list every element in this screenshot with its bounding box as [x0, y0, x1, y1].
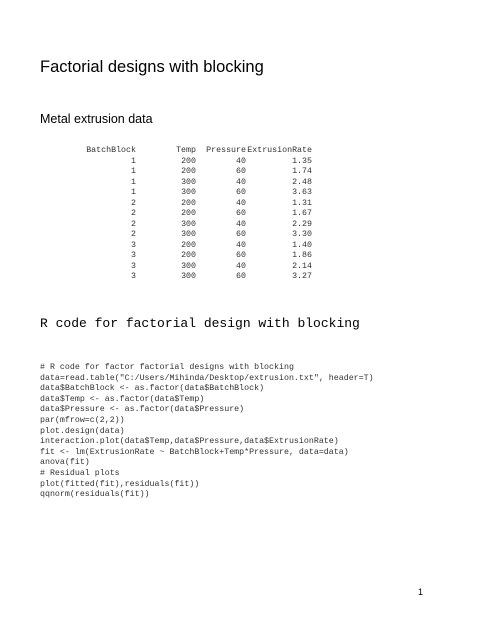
code-line: data=read.table("C:/Users/Mihinda/Desktop/extrusion.txt", header=T): [40, 373, 374, 383]
batchblock-cell: 3: [131, 272, 136, 281]
batchblock-cell: 1: [131, 177, 136, 187]
table-row: [64, 262, 312, 273]
temp-cell: 200: [181, 156, 196, 166]
table-body: [64, 157, 312, 283]
pressure-cell: 60: [236, 209, 246, 218]
table-row: [64, 178, 312, 189]
table-row: [64, 241, 312, 252]
table-row: [64, 220, 312, 231]
code-line: data$BatchBlock <- as.factor(data$BatchBlock): [40, 384, 265, 394]
pressure-cell: 40: [236, 219, 246, 229]
code-line: interaction.plot(data$Temp,data$Pressure,data$ExtrusionRate): [40, 437, 339, 447]
temp-cell: 300: [181, 219, 196, 229]
pressure-cell: 40: [236, 198, 246, 208]
pressure-cell: 60: [236, 251, 246, 260]
temp-cell: 300: [181, 177, 196, 187]
batchblock-cell: 2: [131, 198, 136, 208]
table-row: [64, 157, 312, 168]
code-section-heading: R code for factorial design with blocking: [40, 316, 360, 331]
table-row: [64, 188, 312, 199]
table-row: [64, 167, 312, 178]
batchblock-cell: 3: [131, 261, 136, 271]
pressure-cell: 60: [236, 167, 246, 176]
pressure-cell: 40: [236, 240, 246, 250]
page-title: Factorial designs with blocking: [40, 58, 264, 76]
table-row: [64, 251, 312, 262]
table-row: [64, 230, 312, 241]
table-row: [64, 209, 312, 220]
code-line: fit <- lm(ExtrusionRate ~ BatchBlock+Temp*Pressure, data=data): [40, 447, 349, 457]
extrusionrate-cell: 1.31: [292, 198, 312, 208]
extrusionrate-cell: 1.35: [292, 156, 312, 166]
temp-cell: 200: [181, 167, 196, 176]
temp-cell: 300: [181, 272, 196, 281]
batchblock-cell: 2: [131, 230, 136, 239]
extrusionrate-cell: 3.27: [292, 272, 312, 281]
extrusionrate-cell: 1.86: [292, 251, 312, 260]
temp-cell: 300: [181, 188, 196, 197]
extrusionrate-cell: 2.29: [292, 219, 312, 229]
batchblock-cell: 3: [131, 251, 136, 260]
table-header-row: [64, 146, 312, 157]
extrusionrate-cell: 2.48: [292, 177, 312, 187]
extrusionrate-cell: 1.40: [292, 240, 312, 250]
temp-cell: 300: [181, 230, 196, 239]
page-number: 1: [418, 587, 424, 597]
extrusionrate-cell: 1.74: [292, 167, 312, 176]
code-line: plot(fitted(fit),residuals(fit)): [40, 479, 200, 489]
r-code-block: [40, 363, 374, 501]
section-title: Metal extrusion data: [40, 112, 153, 126]
batchblock-cell: 2: [131, 219, 136, 229]
code-line: plot.design(data): [40, 426, 125, 436]
extrusionrate-cell: 1.67: [292, 209, 312, 218]
temp-cell: 200: [181, 198, 196, 208]
batchblock-cell: 1: [131, 167, 136, 176]
table-row: [64, 272, 312, 283]
code-line: par(mfrow=c(2,2)): [40, 415, 125, 425]
code-line: data$Pressure <- as.factor(data$Pressure): [40, 405, 245, 415]
column-header-temp: Temp: [176, 146, 196, 155]
extrusionrate-cell: 2.14: [292, 261, 312, 271]
pressure-cell: 40: [236, 261, 246, 271]
batchblock-cell: 1: [131, 156, 136, 166]
column-header-pressure: Pressure: [206, 146, 246, 155]
pressure-cell: 60: [236, 272, 246, 281]
code-line: # Residual plots: [40, 468, 120, 478]
batchblock-cell: 3: [131, 240, 136, 250]
pressure-cell: 40: [236, 156, 246, 166]
code-line: data$Temp <- as.factor(data$Temp): [40, 394, 205, 404]
pressure-cell: 40: [236, 177, 246, 187]
pressure-cell: 60: [236, 188, 246, 197]
code-line: # R code for factor factorial designs with blocking: [40, 363, 294, 372]
column-header-batchblock: BatchBlock: [86, 146, 136, 155]
table-row: [64, 199, 312, 210]
code-line: anova(fit): [40, 458, 90, 468]
extrusion-data-table: [64, 146, 312, 283]
extrusionrate-cell: 3.63: [292, 188, 312, 197]
temp-cell: 200: [181, 251, 196, 260]
code-line: qqnorm(residuals(fit)): [40, 490, 150, 500]
batchblock-cell: 1: [131, 188, 136, 197]
extrusionrate-cell: 3.30: [292, 230, 312, 239]
pressure-cell: 60: [236, 230, 246, 239]
batchblock-cell: 2: [131, 209, 136, 218]
temp-cell: 200: [181, 209, 196, 218]
temp-cell: 200: [181, 240, 196, 250]
column-header-extrusionrate: ExtrusionRate: [247, 146, 312, 155]
temp-cell: 300: [181, 261, 196, 271]
